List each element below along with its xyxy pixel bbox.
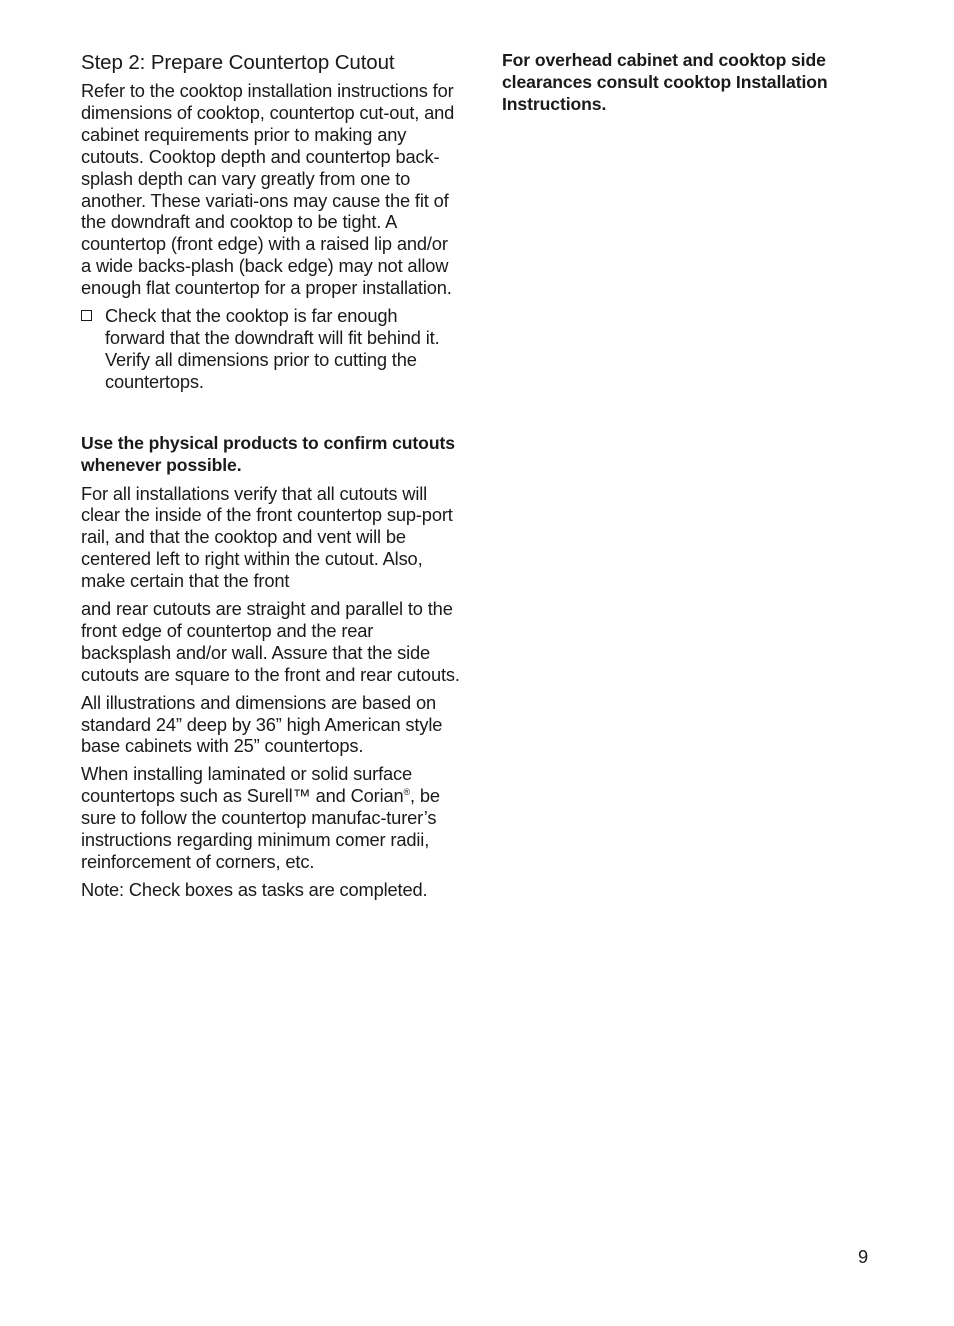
- intro-paragraph: Refer to the cooktop installation instructions for dimensions of cooktop, countertop cut-out, and cabinet requirements prior to making any cutouts. Cooktop depth and countertop back-splash depth can vary greatly from one to another. These variati-ons may cause the fit of the downdraft and cooktop to be tight. A countertop (front edge) with a raised lip and/or a wide backs-plash (back edge) may not allow enough flat countertop for a proper installation.: [81, 80, 455, 299]
- verify-paragraph-part2: and rear cutouts are straight and parallel to the front edge of countertop and the rear backsplash and/or wall. Assure that the side cutouts are square to the front and rear cutouts.: [81, 598, 460, 685]
- section-heading: Step 2: Prepare Countertop Cutout: [81, 51, 395, 74]
- laminate-text-part2: , be sure to follow the countertop manufac-turer’s instructions regarding minimum comer radii, reinforcement of corners, etc.: [81, 785, 440, 872]
- bold-note: Use the physical products to confirm cutouts whenever possible.: [81, 432, 455, 475]
- page-number: 9: [858, 1246, 869, 1267]
- clearance-note: For overhead cabinet and cooktop side clearances consult cooktop Installation Instructions.: [502, 50, 828, 114]
- illustrations-paragraph: All illustrations and dimensions are based on standard 24” deep by 36” high American style base cabinets with 25” countertops.: [81, 691, 443, 757]
- note-paragraph: Note: Check boxes as tasks are completed.: [81, 878, 428, 900]
- left-column: [81, 50, 461, 907]
- verify-paragraph-part1: For all installations verify that all cutouts will clear the inside of the front countertop sup-port rail, and that the cooktop and vent will be centered left to right within the cutout. Also, make certain that the front: [81, 482, 453, 592]
- registered-mark: ®: [403, 787, 411, 798]
- checklist-item: [81, 305, 461, 393]
- checklist-item-text: Check that the cooktop is far enough forward that the downdraft will fit behind it. Verify all dimensions prior to cutting the countertops.: [105, 305, 440, 392]
- checkbox-icon[interactable]: [81, 310, 92, 321]
- right-column: [502, 50, 882, 116]
- laminate-text-part1: When installing laminated or solid surface countertops such as Surell™ and Corian: [81, 763, 413, 807]
- laminate-paragraph: [81, 763, 461, 873]
